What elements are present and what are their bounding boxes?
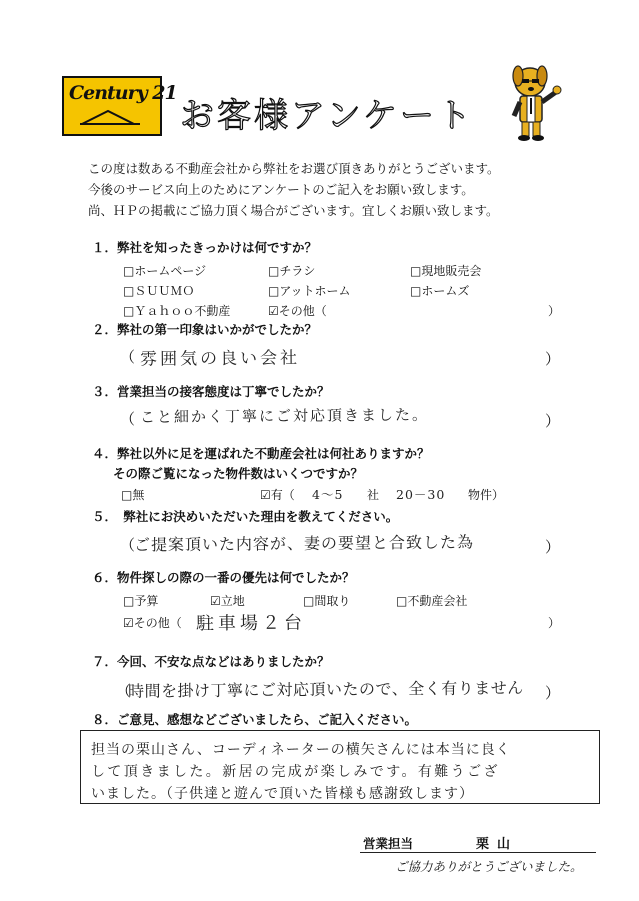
q3-close-paren: ） (545, 412, 561, 430)
q1-close-paren: ） (548, 304, 561, 318)
q6-option-agency[interactable]: □不動産会社 (396, 594, 468, 608)
q5-close-paren: ） (545, 538, 561, 556)
q1-option-athome[interactable]: □アットホーム (268, 284, 351, 298)
q4-properties-value[interactable]: 20－30 (396, 487, 446, 502)
q1-option-open-house[interactable]: □現地販売会 (410, 264, 482, 278)
q1-option-flyer[interactable]: □チラシ (268, 264, 316, 278)
q6-option-floorplan[interactable]: □間取り (303, 594, 351, 608)
q4-label-2: その際ご覧になった物件数はいくつですか？ (113, 466, 364, 481)
q8-comment-line-1: 担当の栗山さん、コーディネーターの横矢さんには本当に良く (91, 742, 511, 758)
q5-label: ５． 弊社にお決めいただいた理由を教えてください。 (92, 509, 399, 524)
q2-answer[interactable]: 雰囲気の良い会社 (139, 348, 301, 370)
q1-option-suumo[interactable]: □ＳＵＵＭＯ (123, 284, 195, 298)
thanks-message: ご協力ありがとうございました。 (395, 859, 583, 874)
q8-comment-line-3: いました。（子供達と遊んで頂いた皆様も感謝致します） (91, 786, 474, 802)
q2-open-paren: （ (120, 348, 136, 366)
q7-close-paren: ） (545, 684, 561, 702)
q5-answer[interactable]: ご提案頂いた内容が、妻の要望と合致した為 (133, 532, 475, 555)
q4-label: ４．弊社以外に足を運ばれた不動産会社は何社ありますか？ (92, 446, 430, 461)
q2-label: ２．弊社の第一印象はいかがでしたか？ (92, 322, 318, 337)
intro-line-1: この度は数ある不動産会社から弊社をお選び頂きありがとうございます。 (88, 161, 500, 176)
q6-close-paren: ） (548, 616, 561, 630)
q7-label: ７．今回、不安な点などはありましたか？ (92, 654, 330, 669)
q8-label: ８．ご意見、感想などございましたら、ご記入ください。 (92, 712, 418, 727)
q7-open-paren: （ (116, 682, 132, 700)
q2-close-paren: ） (545, 350, 561, 368)
q4-option-yes[interactable]: ☑有（ (260, 488, 295, 502)
page-title: お客様アンケート (180, 96, 474, 136)
q6-option-budget[interactable]: □予算 (123, 594, 159, 608)
q1-option-other[interactable]: ☑その他（ (268, 304, 327, 318)
q1-option-homes[interactable]: □ホームズ (410, 284, 470, 298)
q1-label: １．弊社を知ったきっかけは何ですか？ (92, 240, 318, 255)
q7-answer[interactable]: 時間を掛け丁寧にご対応頂いたので、全く有りません (127, 678, 524, 701)
staff-label: 営業担当 (363, 836, 414, 851)
q3-open-paren: （ (120, 410, 136, 428)
intro-line-2: 今後のサービス向上のためにアンケートのご記入をお願い致します。 (88, 182, 474, 197)
century21-logo (62, 76, 177, 136)
house-icon (80, 108, 140, 126)
q5-open-paren: （ (120, 536, 136, 554)
q4-company-unit: 社 (367, 488, 380, 502)
q1-option-homepage[interactable]: □ホームページ (123, 264, 207, 278)
q6-label: ６．物件探しの際の一番の優先は何でしたか？ (92, 570, 355, 585)
q6-answer[interactable]: 駐車場２台 (195, 612, 307, 635)
intro-line-3: 尚、ＨＰの掲載にご協力頂く場合がございます。宜しくお願い致します。 (88, 203, 499, 218)
staff-name: 栗山 (476, 837, 519, 852)
q8-comment-box[interactable] (80, 730, 600, 804)
q3-label: ３．営業担当の接客態度は丁寧でしたか？ (92, 384, 330, 399)
q6-option-location[interactable]: ☑立地 (210, 594, 245, 608)
q3-answer[interactable]: こと細かく丁寧にご対応頂きました。 (139, 405, 430, 427)
q1-option-yahoo[interactable]: □Ｙａｈｏｏ不動産 (123, 304, 231, 318)
q4-companies-value[interactable]: 4〜5 (312, 487, 344, 502)
q6-option-other[interactable]: ☑その他（ (123, 616, 182, 630)
logo-text: Century 21 (69, 82, 177, 104)
dog-mascot-icon (508, 62, 568, 142)
q8-comment-line-2: して頂きました。新居の完成が楽しみです。有難うござ (91, 764, 500, 780)
q4-option-none[interactable]: □無 (121, 488, 145, 502)
q4-property-unit: 物件） (468, 488, 505, 502)
staff-underline (360, 852, 596, 853)
